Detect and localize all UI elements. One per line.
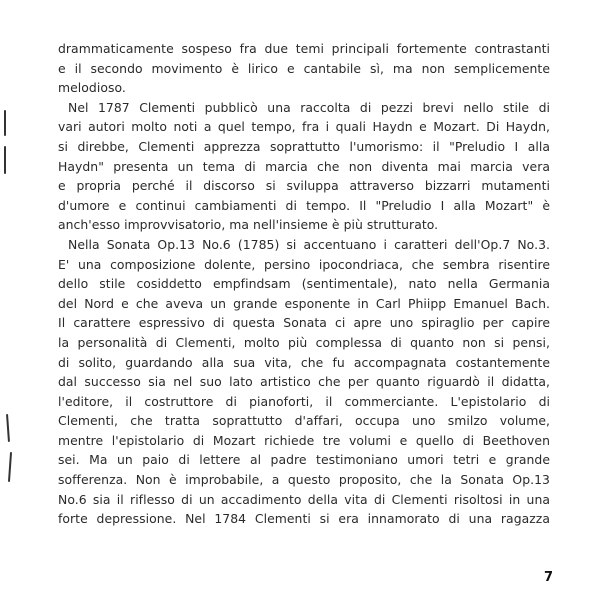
text-line: si direbbe, Clementi apprezza soprattutto l'umorismo: il "Preludio I alla	[58, 138, 550, 154]
text-line: mentre l'epistolario di Mozart richiede tre volumi e quello di Beethoven	[58, 432, 550, 448]
binding-mark-bottom-2	[8, 452, 12, 482]
binding-mark-bottom-1	[6, 414, 10, 442]
text-line: vari autori molto noti a quel tempo, fra i quali Haydn e Mozart. Di Haydn,	[58, 119, 550, 135]
text-line: anch'esso improvvisatorio, ma nell'insieme è più strutturato.	[58, 217, 439, 233]
text-line: Clementi, che tratta soprattutto d'affari, occupa uno smilzo volume,	[58, 413, 550, 429]
text-line: No.6 sia il riflesso di un accadimento della vita di Clementi risoltosi in una	[58, 491, 550, 507]
text-line: di solito, guardando alla sua vita, che fu accompagnata costantemente	[58, 354, 550, 370]
text-line: del Nord e che aveva un grande esponente in Carl Phiipp Emanuel Bach.	[58, 295, 550, 311]
text-line: Haydn" presenta un tema di marcia che non diventa mai marcia vera	[58, 158, 550, 174]
body-text	[58, 39, 550, 529]
text-line: dal successo sia nel suo lato artistico che per quanto riguardò il didatta,	[58, 374, 550, 390]
text-line: drammaticamente sospeso fra due temi principali fortemente contrastanti	[58, 41, 550, 56]
text-line: sei. Ma un paio di lettere al padre testimoniano umori tetri e grande	[58, 452, 550, 468]
text-line: melodioso.	[58, 80, 126, 96]
text-line: Nella Sonata Op.13 No.6 (1785) si accentuano i caratteri dell'Op.7 No.3.	[68, 236, 550, 252]
text-line: d'umore e continui cambiamenti di tempo. Il "Preludio I alla Mozart" è	[58, 197, 550, 213]
text-line: forte depressione. Nel 1784 Clementi si era innamorato di una ragazza	[58, 511, 550, 527]
binding-mark-top-2	[4, 146, 6, 174]
page-number: 7	[544, 570, 554, 585]
text-line: sofferenza. Non è improbabile, a questo proposito, che la Sonata Op.13	[58, 472, 550, 488]
text-line: e propria perché il discorso si sviluppa attraverso bizzarri mutamenti	[58, 178, 550, 194]
text-line: l'editore, il costruttore di pianoforti, il commerciante. L'epistolario di	[58, 393, 550, 409]
text-line: la personalità di Clementi, molto più complessa di quanto non si pensi,	[58, 334, 550, 350]
text-line: e il secondo movimento è lirico e cantabile sì, ma non semplicemente	[58, 60, 550, 76]
text-line: dello stile cosiddetto empfindsam (sentimentale), nato nella Germania	[58, 276, 550, 292]
text-line: Nel 1787 Clementi pubblicò una raccolta di pezzi brevi nello stile di	[68, 99, 550, 115]
text-line: E' una composizione dolente, persino ipocondriaca, che sembra risentire	[58, 256, 550, 272]
binding-mark-top-1	[4, 110, 6, 136]
text-line: Il carattere espressivo di questa Sonata ci apre uno spiraglio per capire	[58, 315, 550, 331]
